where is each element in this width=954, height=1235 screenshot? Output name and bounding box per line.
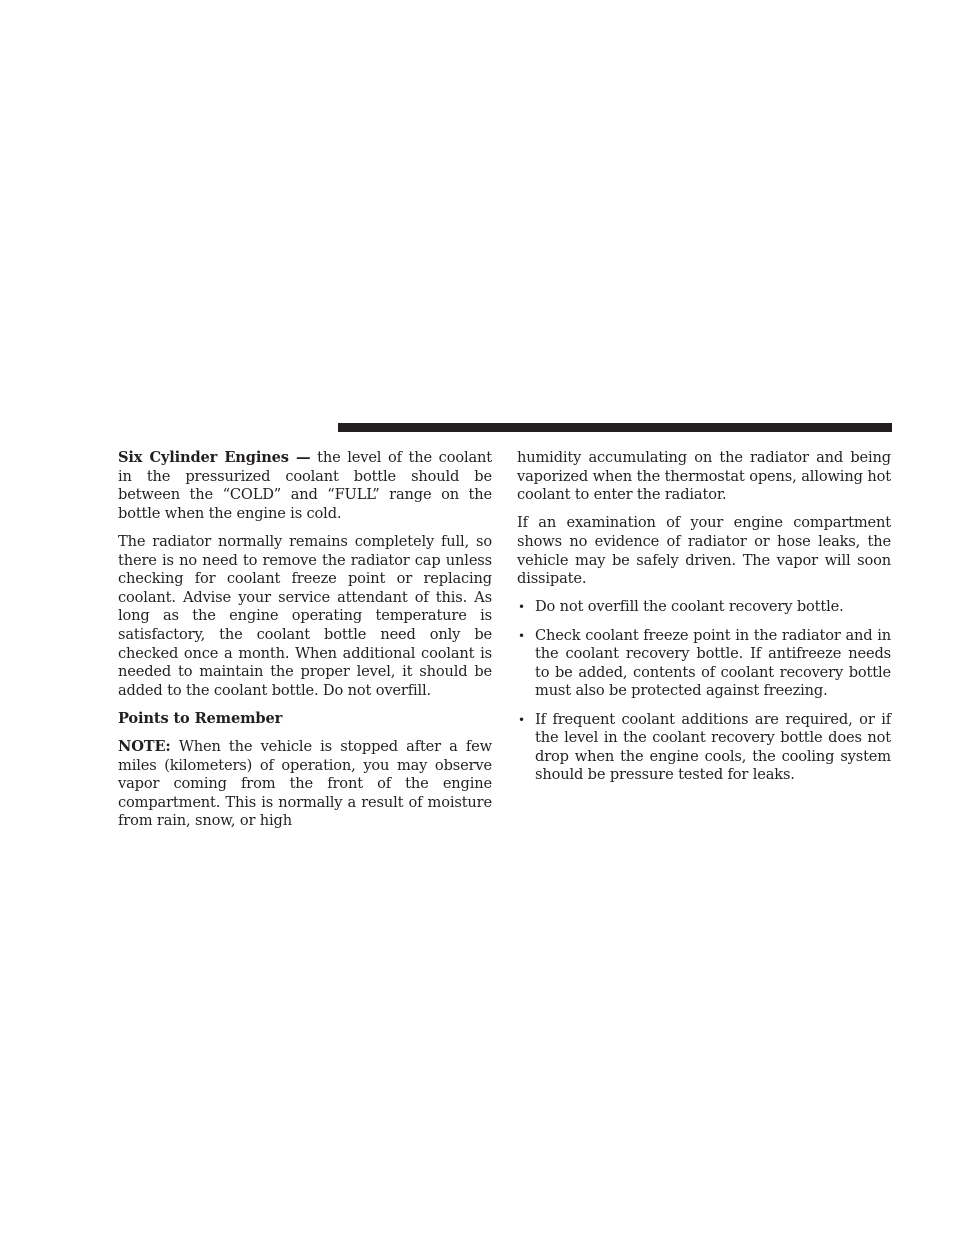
six-cylinder-paragraph: [118, 449, 492, 523]
bullet-icon: •: [518, 600, 525, 615]
bullet-text: Check coolant freeze point in the radiator and in the coolant recovery bottle. If antifreeze needs to be added, contents of coolant recovery bottle must also be protected against freezing.: [535, 626, 891, 700]
bullet-icon: •: [518, 712, 525, 727]
note-paragraph: [118, 738, 492, 831]
humidity-paragraph: humidity accumulating on the radiator and being vaporized when the thermostat opens, allowing hot coolant to enter the radiator.: [517, 449, 891, 504]
bullet-list: [517, 598, 891, 785]
bullet-text: Do not overfill the coolant recovery bottle.: [535, 598, 844, 616]
radiator-paragraph: The radiator normally remains completely full, so there is no need to remove the radiator cap unless checking for coolant freeze point or replacing coolant. Advise your service attendant of this. As long as the engine operating temperature is satisfactory, the coolant bottle need only be checked once a month. When additional coolant is needed to maintain the proper level, it should be added to the coolant bottle. Do not overfill.: [118, 532, 492, 699]
left-column: [118, 449, 492, 841]
list-item: [517, 711, 891, 785]
note-label: NOTE:: [118, 738, 171, 756]
note-text: When the vehicle is stopped after a few miles (kilometers) of operation, you may observe vapor coming from the front of the engine compartment. This is normally a result of moisture from rain, snow, or high: [118, 738, 492, 830]
list-item: [517, 598, 891, 617]
examination-paragraph: If an examination of your engine compartment shows no evidence of radiator or hose leaks, the vehicle may be safely driven. The vapor will soon dissipate.: [517, 514, 891, 588]
six-cylinder-text: the level of the coolant in the pressurized coolant bottle should be between the “COLD” and “FULL” range on the bottle when the engine is cold.: [118, 449, 492, 522]
bullet-text: If frequent coolant additions are required, or if the level in the coolant recovery bottle does not drop when the engine cools, the cooling system should be pressure tested for leaks.: [535, 710, 891, 784]
points-heading: Points to Remember: [118, 709, 283, 727]
section-header-rule: [338, 423, 892, 432]
right-column: [517, 449, 891, 794]
six-cylinder-lead: Six Cylinder Engines —: [118, 449, 311, 466]
list-item: [517, 627, 891, 701]
bullet-icon: •: [518, 628, 525, 643]
